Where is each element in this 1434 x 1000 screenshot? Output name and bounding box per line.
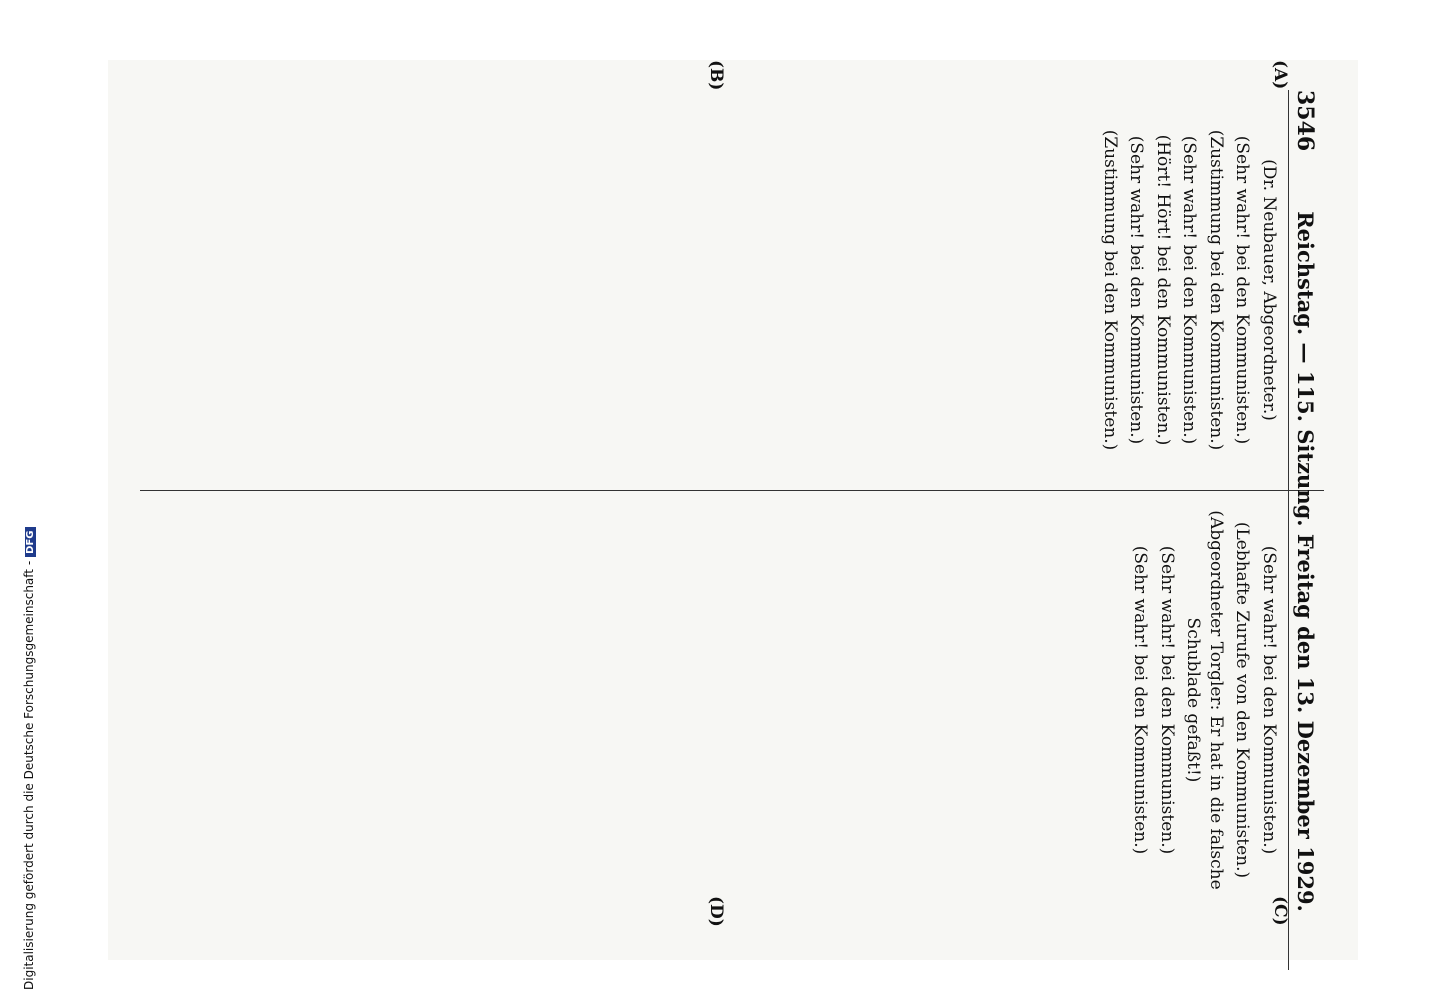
margin-letter-a: (A) xyxy=(1270,60,1290,90)
dfg-logo: DFG xyxy=(25,528,36,557)
running-header xyxy=(1286,90,1318,990)
column-rule xyxy=(140,490,1324,491)
applause-note: (Hört! Hört! bei den Kommunisten.) xyxy=(1153,134,1173,446)
applause-note: (Sehr wahr! bei den Kommunisten.) xyxy=(1259,545,1279,855)
applause-note: (Lebhafte Zurufe von den Kommunisten.) xyxy=(1232,521,1253,879)
margin-letter-b: (B) xyxy=(706,60,726,91)
speaker-label: (Dr. Neubauer, Abgeordneter.) xyxy=(1259,159,1279,421)
applause-note: (Zustimmung bei den Kommunisten.) xyxy=(1100,129,1120,451)
footer-text: Digitalisierung gefördert durch die Deutsche Forschungsgemeinschaft - xyxy=(22,560,36,990)
column-right xyxy=(142,506,1282,894)
applause-note: (Sehr wahr! bei den Kommunisten.) xyxy=(1179,135,1200,445)
applause-note: (Zustimmung bei den Kommunisten.) xyxy=(1206,129,1226,451)
margin-letter-c: (C) xyxy=(1270,896,1290,926)
margin-letter-d: (D) xyxy=(706,896,726,927)
interjection-note: (Abgeordneter Torgler: Er hat in die falsche Schublade gefaßt!) xyxy=(1183,510,1226,890)
applause-note: (Sehr wahr! bei den Kommunisten.) xyxy=(1232,135,1253,445)
page-title: Reichstag. — 115. Sitzung. Freitag den 13. Dezember 1929. xyxy=(1293,211,1318,912)
applause-note: (Sehr wahr! bei den Kommunisten.) xyxy=(1130,545,1151,855)
column-left xyxy=(142,96,1282,484)
page-number: 3546 xyxy=(1292,90,1318,152)
applause-note: (Sehr wahr! bei den Kommunisten.) xyxy=(1157,545,1177,855)
applause-note: (Sehr wahr! bei den Kommunisten.) xyxy=(1126,135,1147,445)
digitization-footer xyxy=(22,528,36,991)
